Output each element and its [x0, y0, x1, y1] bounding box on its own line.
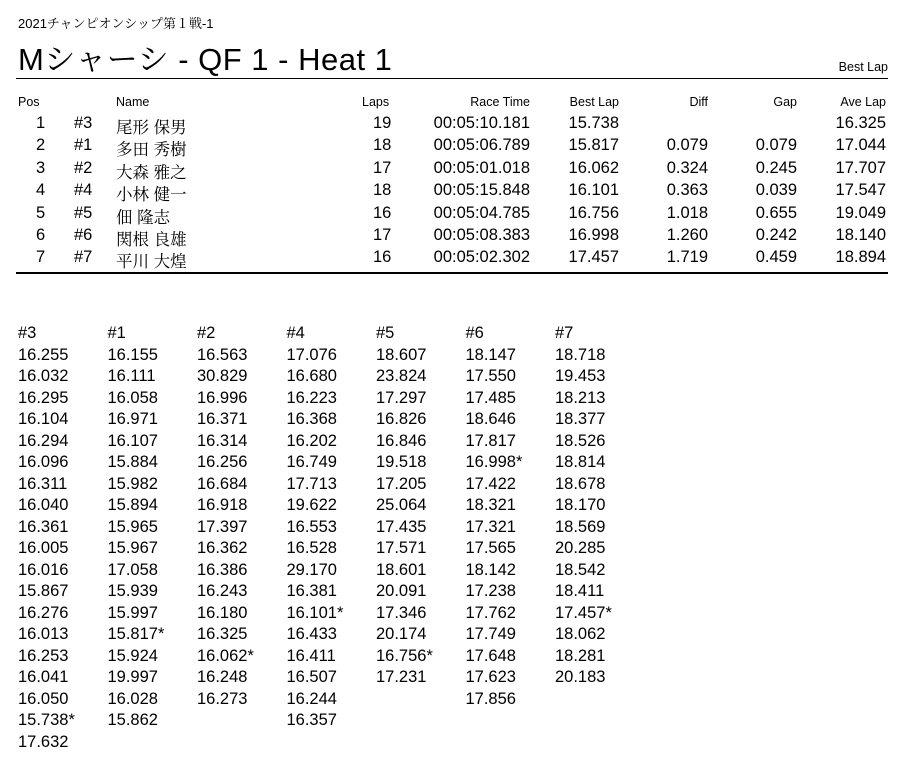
lap-time: 15.924	[107, 646, 158, 665]
result-race-time: 00:05:04.785	[433, 203, 530, 222]
result-kart-number: #3	[74, 114, 93, 132]
lap-time: 16.553	[286, 517, 337, 536]
lap-time: 18.147	[465, 345, 516, 364]
lap-column	[466, 323, 523, 710]
result-driver-name: 多田 秀樹	[116, 141, 187, 160]
lap-time: 17.231	[376, 668, 427, 686]
lap-time: 16.756*	[376, 646, 433, 665]
result-laps: 17	[373, 158, 392, 177]
result-diff: 1.018	[666, 203, 708, 222]
lap-time: 16.223	[286, 388, 337, 407]
lap-time: 19.453	[555, 367, 606, 385]
result-driver-name: 大森 雅之	[116, 163, 187, 182]
event-title: 2021チャンピオンシップ第１戦-1	[18, 16, 214, 31]
lap-time: 20.183	[555, 668, 606, 686]
result-laps: 18	[373, 181, 392, 200]
lap-time: 17.749	[465, 625, 516, 643]
lap-time: 16.411	[286, 646, 336, 665]
header-laps: Laps	[362, 95, 390, 109]
lap-time: 16.386	[197, 560, 248, 579]
header-ave-lap: Ave Lap	[840, 95, 886, 109]
lap-time: 17.435	[376, 517, 427, 536]
result-kart-number: #7	[74, 248, 93, 267]
result-diff: 0.324	[666, 158, 708, 177]
result-best-lap: 16.998	[568, 226, 619, 244]
result-race-time: 00:05:06.789	[433, 136, 530, 155]
result-laps: 19	[373, 114, 392, 132]
lap-time: 16.563	[197, 345, 248, 364]
result-gap: 0.459	[755, 248, 797, 267]
result-ave-lap: 16.325	[835, 114, 886, 132]
lap-time: 16.243	[197, 582, 248, 600]
header-race-time: Race Time	[470, 95, 530, 109]
result-best-lap: 16.062	[568, 158, 619, 177]
lap-time: 16.371	[197, 410, 248, 428]
lap-time: 18.569	[555, 517, 606, 536]
result-diff: 0.363	[666, 181, 708, 200]
result-kart-number: #6	[74, 226, 93, 244]
lap-time: 16.749	[286, 453, 337, 471]
lap-time: 17.238	[465, 582, 516, 600]
lap-time: 17.205	[376, 474, 427, 493]
lap-time: 19.997	[107, 668, 158, 686]
lap-time: 16.058	[107, 388, 158, 407]
lap-time: 15.862	[107, 711, 158, 729]
lap-time: 18.142	[465, 560, 516, 579]
lap-time: 16.032	[18, 367, 69, 385]
lap-time: 16.041	[18, 668, 69, 686]
lap-time: 17.397	[197, 517, 248, 536]
lap-time: 15.894	[107, 496, 158, 514]
lap-column	[287, 323, 344, 732]
lap-time: 18.281	[555, 646, 606, 665]
lap-time: 17.422	[465, 474, 516, 493]
lap-time: 17.076	[286, 345, 337, 364]
lap-time: 18.377	[555, 410, 606, 428]
lap-time: 16.314	[197, 431, 248, 450]
lap-time: 16.096	[18, 453, 69, 471]
lap-time: 18.607	[376, 345, 427, 364]
lap-time: 17.632	[18, 732, 69, 751]
lap-time: 16.040	[18, 496, 69, 514]
lap-column	[376, 323, 433, 689]
lap-time: 16.256	[197, 453, 248, 471]
result-best-lap: 16.101	[568, 181, 619, 200]
lap-time: 16.311	[18, 474, 68, 493]
lap-time: 17.321	[465, 517, 516, 536]
lap-time: 16.111	[107, 367, 156, 385]
lap-time: 15.939	[107, 582, 158, 600]
lap-time: 30.829	[197, 367, 248, 385]
result-pos: 2	[36, 136, 46, 155]
lap-time: 23.824	[376, 367, 427, 385]
lap-time: 16.253	[18, 646, 69, 665]
lap-column-header: #5	[376, 324, 395, 342]
lap-time: 18.646	[465, 410, 516, 428]
lap-time: 16.507	[286, 668, 337, 686]
result-driver-name: 平川 大煌	[116, 253, 187, 272]
result-gap: 0.655	[755, 203, 797, 222]
lap-time: 17.713	[286, 474, 337, 493]
lap-column-header: #7	[555, 324, 574, 342]
results-divider	[16, 272, 888, 274]
lap-time: 18.321	[465, 496, 516, 514]
result-race-time: 00:05:15.848	[433, 181, 530, 200]
lap-column-header: #4	[286, 324, 305, 342]
result-driver-name: 関根 良雄	[116, 231, 187, 249]
lap-time: 16.273	[197, 689, 248, 708]
lap-time: 15.884	[107, 453, 158, 471]
header-pos: Pos	[18, 95, 40, 109]
lap-time: 16.680	[286, 367, 337, 385]
result-ave-lap: 17.547	[835, 181, 886, 200]
lap-time: 16.996	[197, 388, 248, 407]
result-race-time: 00:05:02.302	[433, 248, 530, 267]
result-pos: 6	[36, 226, 46, 244]
lap-column	[197, 323, 254, 710]
result-race-time: 00:05:01.018	[433, 158, 530, 177]
lap-time: 16.294	[18, 431, 69, 450]
result-ave-lap: 18.894	[835, 248, 886, 267]
result-diff: 1.719	[666, 248, 708, 267]
lap-time: 20.174	[376, 625, 427, 643]
lap-time: 15.997	[107, 603, 158, 622]
result-kart-number: #1	[74, 136, 93, 155]
result-pos: 7	[36, 248, 46, 267]
lap-time: 15.982	[107, 474, 158, 493]
result-laps: 16	[373, 203, 392, 222]
lap-time: 17.648	[465, 646, 516, 665]
lap-time: 16.368	[286, 410, 337, 428]
lap-time: 18.718	[555, 345, 606, 364]
lap-time: 16.101*	[286, 603, 344, 622]
lap-time: 17.485	[465, 388, 516, 407]
result-race-time: 00:05:10.181	[433, 114, 530, 132]
result-best-lap: 16.756	[568, 203, 619, 222]
lap-time: 16.826	[376, 410, 427, 428]
lap-time: 18.601	[376, 560, 427, 579]
result-laps: 16	[373, 248, 392, 267]
lap-column-header: #2	[197, 324, 216, 342]
lap-time: 17.058	[107, 560, 158, 579]
lap-time: 17.856	[465, 689, 516, 708]
lap-time: 16.381	[286, 582, 337, 600]
lap-time: 25.064	[376, 496, 427, 514]
header-best-lap: Best Lap	[569, 95, 619, 109]
lap-time: 29.170	[286, 560, 337, 579]
lap-column-header: #1	[107, 324, 126, 342]
result-ave-lap: 18.140	[835, 226, 886, 244]
lap-time: 16.180	[197, 603, 248, 622]
lap-time: 16.971	[107, 410, 158, 428]
lap-time: 16.062*	[197, 646, 254, 665]
result-laps: 18	[373, 136, 392, 155]
lap-time: 16.357	[286, 711, 337, 729]
lap-time: 19.622	[286, 496, 337, 514]
lap-time: 16.433	[286, 625, 337, 643]
result-pos: 1	[36, 114, 46, 132]
best-lap-label: Best Lap	[838, 60, 888, 74]
lap-time: 16.684	[197, 474, 248, 493]
lap-time: 18.170	[555, 496, 606, 514]
lap-time: 16.295	[18, 388, 69, 407]
lap-time: 16.155	[107, 345, 158, 364]
lap-time: 16.202	[286, 431, 337, 450]
result-driver-name: 佃 隆志	[116, 208, 171, 227]
lap-time: 17.297	[376, 388, 427, 407]
lap-time: 16.255	[18, 345, 69, 364]
lap-time: 18.678	[555, 474, 606, 493]
result-kart-number: #5	[74, 203, 93, 222]
lap-time: 16.050	[18, 689, 69, 708]
lap-time: 16.361	[18, 517, 69, 536]
lap-time: 17.623	[465, 668, 516, 686]
lap-time: 18.542	[555, 560, 606, 579]
lap-time: 17.346	[376, 603, 427, 622]
lap-column	[18, 323, 75, 753]
header-diff: Diff	[689, 95, 708, 109]
lap-time: 17.565	[465, 539, 516, 557]
lap-time: 16.276	[18, 603, 69, 622]
result-race-time: 00:05:08.383	[433, 226, 530, 244]
lap-time: 17.817	[465, 431, 516, 450]
result-gap: 0.245	[755, 158, 797, 177]
result-pos: 3	[36, 158, 46, 177]
lap-time: 16.998*	[465, 453, 523, 471]
lap-column	[555, 323, 612, 689]
result-gap: 0.079	[755, 136, 797, 155]
page-title: Mシャーシ - QF 1 - Heat 1	[18, 42, 393, 77]
lap-time: 15.817*	[107, 625, 165, 643]
result-kart-number: #2	[74, 158, 93, 177]
result-diff: 1.260	[666, 226, 708, 244]
lap-time: 16.107	[107, 431, 158, 450]
lap-time: 16.362	[197, 539, 248, 557]
lap-time: 20.091	[376, 582, 427, 600]
lap-time: 17.762	[465, 603, 516, 622]
result-gap: 0.242	[755, 226, 797, 244]
lap-time: 18.213	[555, 388, 606, 407]
lap-time: 16.104	[18, 410, 69, 428]
result-best-lap: 15.738	[568, 114, 619, 132]
lap-time: 16.016	[18, 560, 69, 579]
result-kart-number: #4	[74, 181, 93, 200]
lap-time: 17.571	[376, 539, 427, 557]
lap-time: 18.411	[555, 582, 605, 600]
header-name: Name	[116, 95, 150, 109]
lap-time: 18.526	[555, 431, 606, 450]
lap-time: 16.846	[376, 431, 427, 450]
lap-time: 16.248	[197, 668, 248, 686]
result-laps: 17	[373, 226, 392, 244]
lap-time: 15.867	[18, 582, 69, 600]
result-best-lap: 15.817	[568, 136, 619, 155]
header-divider	[16, 78, 888, 79]
result-driver-name: 尾形 保男	[116, 119, 187, 137]
result-best-lap: 17.457	[568, 248, 619, 267]
lap-time: 16.528	[286, 539, 337, 557]
lap-time: 16.005	[18, 539, 69, 557]
result-pos: 4	[36, 181, 46, 200]
result-ave-lap: 17.044	[835, 136, 886, 155]
lap-time: 16.028	[107, 689, 158, 708]
lap-time: 15.965	[107, 517, 158, 536]
lap-time: 17.457*	[555, 603, 612, 622]
result-driver-name: 小林 健一	[116, 186, 187, 205]
lap-column-header: #6	[465, 324, 484, 342]
header-gap: Gap	[773, 95, 797, 109]
result-pos: 5	[36, 203, 46, 222]
lap-time: 20.285	[555, 539, 606, 557]
result-gap: 0.039	[755, 181, 797, 200]
lap-time: 16.325	[197, 625, 248, 643]
result-diff: 0.079	[666, 136, 708, 155]
result-ave-lap: 17.707	[835, 158, 886, 177]
lap-time: 16.918	[197, 496, 248, 514]
lap-time: 16.244	[286, 689, 337, 708]
lap-time: 15.967	[107, 539, 158, 557]
lap-time: 17.550	[465, 367, 516, 385]
lap-time: 19.518	[376, 453, 427, 471]
lap-time: 16.013	[18, 625, 69, 643]
lap-time: 18.814	[555, 453, 606, 471]
lap-time: 18.062	[555, 625, 606, 643]
lap-column-header: #3	[18, 324, 37, 342]
result-ave-lap: 19.049	[835, 203, 886, 222]
lap-column	[108, 323, 165, 732]
lap-time: 15.738*	[18, 711, 75, 729]
